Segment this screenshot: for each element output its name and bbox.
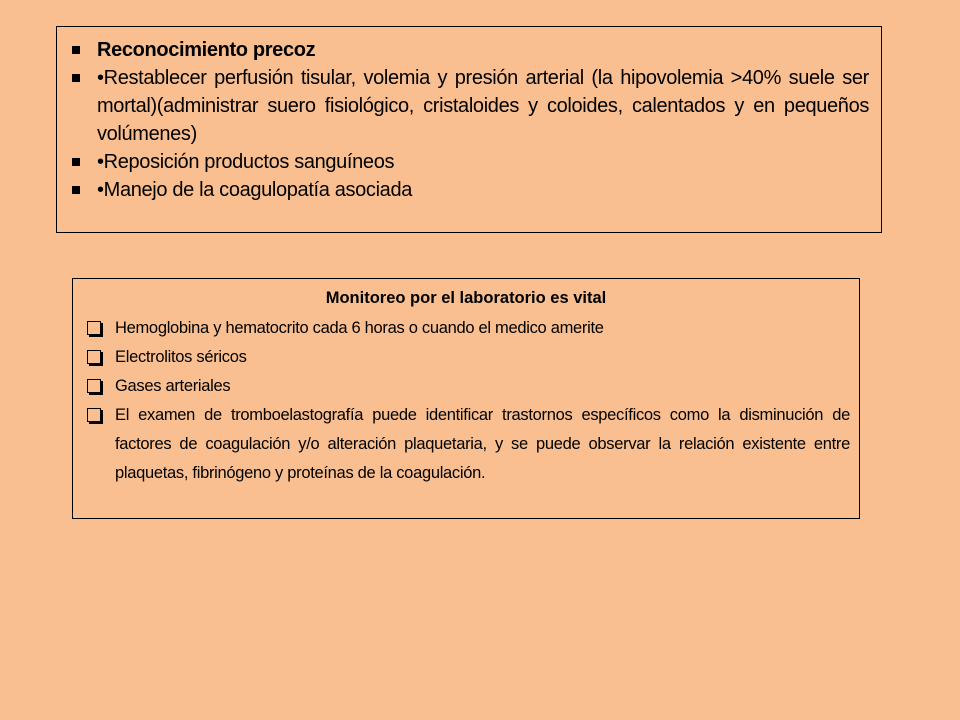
list-item <box>69 36 869 64</box>
list-item-text: El examen de tromboelastografía puede identificar trastornos específicos como la disminución de factores de coagulación y/o alteración plaquetaria, y se puede observar la relación existente entre plaquetas, fibrinógeno y proteínas de la coagulación. <box>115 406 850 482</box>
list-item-text: •Restablecer perfusión tisular, volemia y presión arterial (la hipovolemia >40% suele ser mortal)(administrar suero fisiológico, cristaloides y coloides, calentados y en pequeños volúmenes) <box>97 67 869 145</box>
checkbox-bullet-icon <box>87 408 101 422</box>
lab-monitoring-list <box>82 314 850 488</box>
list-item <box>69 176 869 204</box>
list-item-text: Reconocimiento precoz <box>97 39 316 61</box>
management-box <box>56 26 882 233</box>
lab-monitoring-box <box>72 278 860 519</box>
square-bullet-icon <box>72 46 80 54</box>
square-bullet-icon <box>72 158 80 166</box>
list-item-text: •Reposición productos sanguíneos <box>97 151 395 173</box>
list-item <box>82 314 850 343</box>
checkbox-bullet-icon <box>87 321 101 335</box>
list-item <box>82 343 850 372</box>
list-item-text: Gases arteriales <box>115 377 231 395</box>
management-list <box>69 36 869 204</box>
square-bullet-icon <box>72 186 80 194</box>
lab-monitoring-title: Monitoreo por el laboratorio es vital <box>325 289 607 307</box>
list-item <box>82 372 850 401</box>
list-item <box>82 401 850 488</box>
list-item-text: •Manejo de la coagulopatía asociada <box>97 179 412 201</box>
list-item-text: Electrolitos séricos <box>115 348 247 366</box>
list-item <box>69 148 869 176</box>
list-item-text: Hemoglobina y hematocrito cada 6 horas o cuando el medico amerite <box>115 319 604 337</box>
square-bullet-icon <box>72 74 80 82</box>
checkbox-bullet-icon <box>87 379 101 393</box>
checkbox-bullet-icon <box>87 350 101 364</box>
list-item <box>69 64 869 148</box>
